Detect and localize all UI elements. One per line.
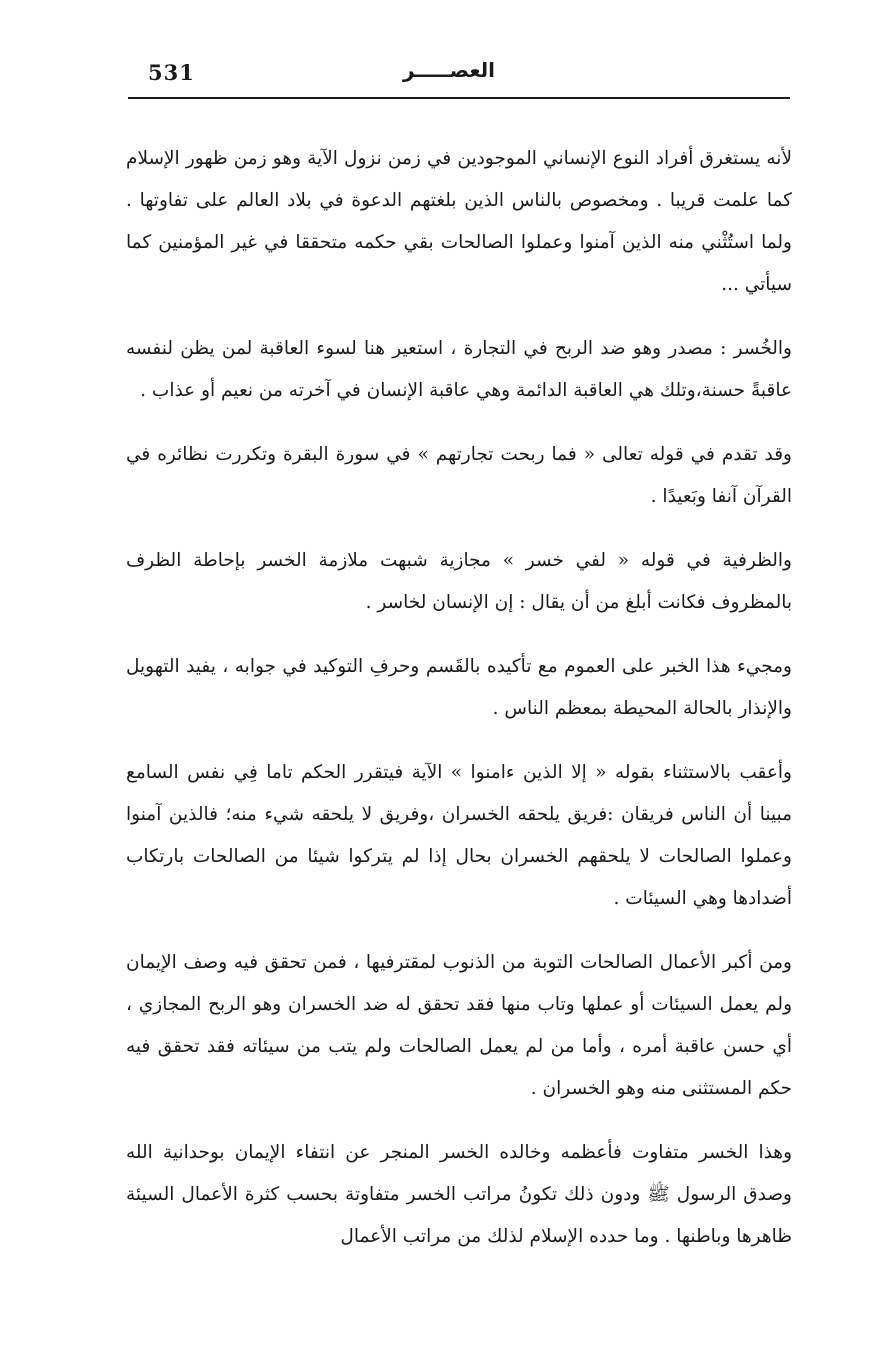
paragraph-text: وأعقب بالاستثناء بقوله « إلا الذين ءامنوا » الآية فيتقرر الحكم تاما فِي نفس السامع مبينا أن الناس فريقان :فريق يلحقه الخسران ،وفريق لا يلحقه شيء منه؛ فالذين آمنوا وعملوا الصالحات لا يلحقهم الخسران بحال إذا لم يتركوا شيئا من الصالحات بارتكاب أضدادها وهي السيئات . [126,762,792,909]
page-number: 531 [148,60,195,85]
body-text [126,138,792,1280]
page-header [128,58,790,98]
paragraph [126,942,792,1110]
paragraph [126,434,792,518]
paragraph-text: ومجيء هذا الخبر على العموم مع تأكيده بالقَسم وحرفِ التوكيد في جوابه ، يفيد التهويل والإنذار بالحالة المحيطة بمعظم الناس . [126,656,792,719]
paragraph [126,1132,792,1258]
paragraph [126,138,792,306]
running-title: العصـــــر [403,58,495,82]
paragraph-text: والخُسر : مصدر وهو ضد الربح في التجارة ، استعير هنا لسوء العاقبة لمن يظن لنفسه عاقبةً حسنة،وتلك هي العاقبة الدائمة وهي عاقبة الإنسان في آخرته من نعيم أو عذاب . [126,338,792,401]
paragraph [126,752,792,920]
paragraph-text: وهذا الخسر متفاوت فأعظمه وخالده الخسر المنجر عن انتفاء الإيمان بوحدانية الله وصدق الرسول ﷺ ودون ذلك تكونُ مراتب الخسر متفاوتة بحسب كثرة الأعمال السيئة ظاهرها وباطنها . وما حدده الإسلام لذلك من مراتب الأعمال [126,1142,792,1247]
paragraph [126,328,792,412]
header-rule [128,97,790,99]
paragraph-text: ومن أكبر الأعمال الصالحات التوبة من الذنوب لمقترفيها ، فمن تحقق فيه وصف الإيمان ولم يعمل السيئات أو عملها وتاب منها فقد تحقق له ضد الخسران وهو الربح المجازي ، أي حسن عاقبة أمره ، وأما من لم يعمل الصالحات ولم يتب من سيئاته فقد تحقق فيه حكم المستثنى منه وهو الخسران . [126,952,792,1099]
paragraph-text: والظرفية في قوله « لفي خسر » مجازية شبهت ملازمة الخسر بإحاطة الظرف بالمظروف فكانت أبلغ من أن يقال : إن الإنسان لخاسر . [126,550,792,613]
paragraph-text: لأنه يستغرق أفراد النوع الإنساني الموجودين في زمن نزول الآية وهو زمن ظهور الإسلام كما علمت قريبا . ومخصوص بالناس الذين بلغتهم الدعوة في بلاد العالم على تفاوتها . ولما استُثْني منه الذين آمنوا وعملوا الصالحات بقي حكمه متحققا في غير المؤمنين كما سيأتي ... [126,148,792,295]
paragraph [126,540,792,624]
paragraph-text: وقد تقدم في قوله تعالى « فما ربحت تجارتهم » في سورة البقرة وتكررت نظائره في القرآن آنفا وبَعيدًا . [126,444,792,507]
paragraph [126,646,792,730]
